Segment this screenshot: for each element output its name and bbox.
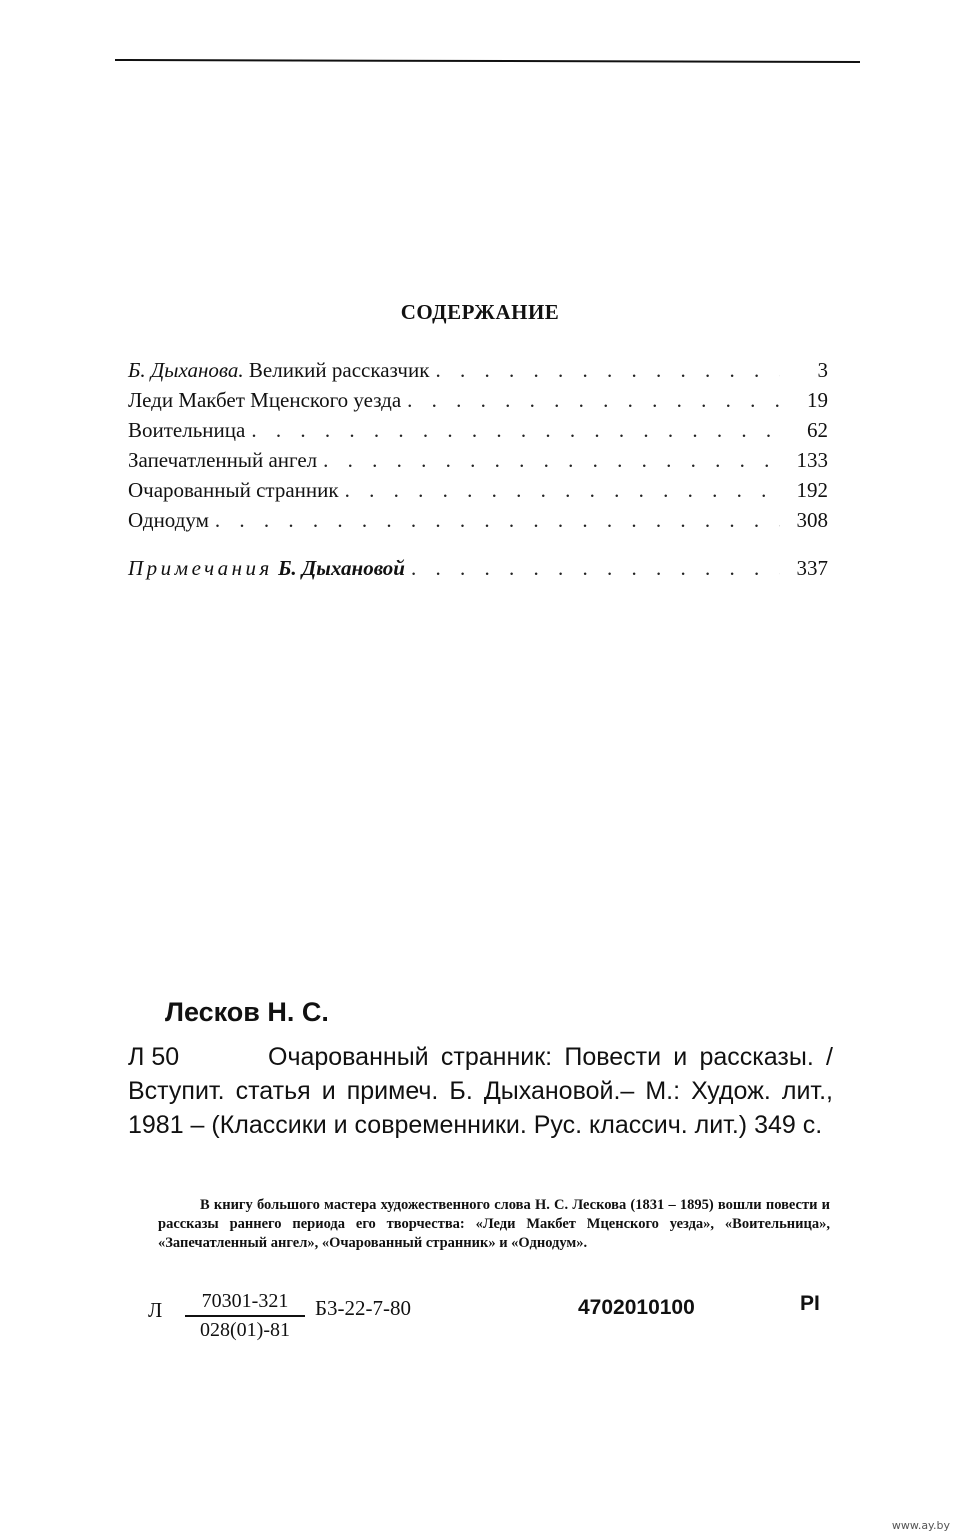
imprint-code: Б3-22-7-80	[315, 1296, 412, 1320]
toc-page-number: 192	[796, 478, 828, 502]
toc-title: СОДЕРЖАНИЕ	[400, 300, 560, 324]
toc-page-number: 3	[817, 358, 828, 382]
imprint-fraction	[185, 1290, 305, 1342]
imprint-isbn: 4702010100	[578, 1296, 695, 1319]
catalog-entry-text: Очарованный странник: Повести и рассказы. /Вступит. статья и примеч. Б. Дыхановой.– М.: Худож. лит., 1981 – (Классики и современники. Рус. классич. лит.) 349 с.	[128, 1043, 833, 1139]
toc-page-number: 133	[796, 448, 828, 472]
table-of-contents	[128, 355, 828, 583]
imprint-letter: Л	[148, 1298, 163, 1322]
annotation-text: В книгу большого мастера художественного слова Н. С. Лескова (1831 – 1895) вошли повести и рассказы раннего периода его творчества: «Леди Макбет Мценского уезда», «Воительница», «Запечатленный ангел», «Очарованный странник» и «Однодум».	[158, 1197, 830, 1251]
catalog-code: Л 50	[128, 1043, 180, 1071]
toc-page-number: 62	[807, 418, 828, 442]
toc-leader-dots	[215, 505, 780, 535]
toc-entry[interactable]	[128, 415, 828, 445]
toc-intro-author: Б. Дыханова.	[128, 358, 244, 382]
imprint-price: PI	[800, 1292, 820, 1315]
toc-page-number: 19	[807, 388, 828, 412]
toc-entry[interactable]	[128, 475, 828, 505]
imprint-denominator: 028(01)-81	[200, 1319, 290, 1341]
toc-leader-dots	[345, 475, 780, 505]
toc-leader-dots	[251, 415, 780, 445]
toc-leader-dots	[407, 385, 780, 415]
watermark: www.ay.by	[891, 1519, 950, 1532]
imprint-line	[0, 1290, 960, 1350]
toc-entry[interactable]	[128, 505, 828, 535]
toc-notes-label: Примечания	[128, 556, 273, 580]
toc-leader-dots	[323, 445, 780, 475]
toc-page-number: 308	[796, 508, 828, 532]
toc-entry-notes[interactable]	[128, 553, 828, 583]
toc-leader-dots	[435, 355, 780, 385]
toc-page-number: 337	[796, 556, 828, 580]
toc-entry[interactable]	[128, 445, 828, 475]
catalog-author: Лесков Н. С.	[165, 997, 329, 1027]
toc-notes-author: Б. Дыхановой	[278, 556, 405, 580]
catalog-entry	[128, 1040, 833, 1142]
toc-entry-title: Однодум	[128, 508, 209, 532]
toc-entry-intro[interactable]	[128, 355, 828, 385]
toc-entry-title: Очарованный странник	[128, 478, 339, 502]
toc-entry[interactable]	[128, 385, 828, 415]
toc-entry-title: Воительница	[128, 418, 246, 442]
top-rule	[115, 59, 860, 63]
toc-entry-title: Леди Макбет Мценского уезда	[128, 388, 402, 412]
imprint-numerator: 70301-321	[185, 1290, 305, 1317]
toc-leader-dots	[411, 553, 780, 583]
toc-entry-title: Запечатленный ангел	[128, 448, 318, 472]
toc-intro-title: Великий рассказчик	[248, 358, 430, 382]
